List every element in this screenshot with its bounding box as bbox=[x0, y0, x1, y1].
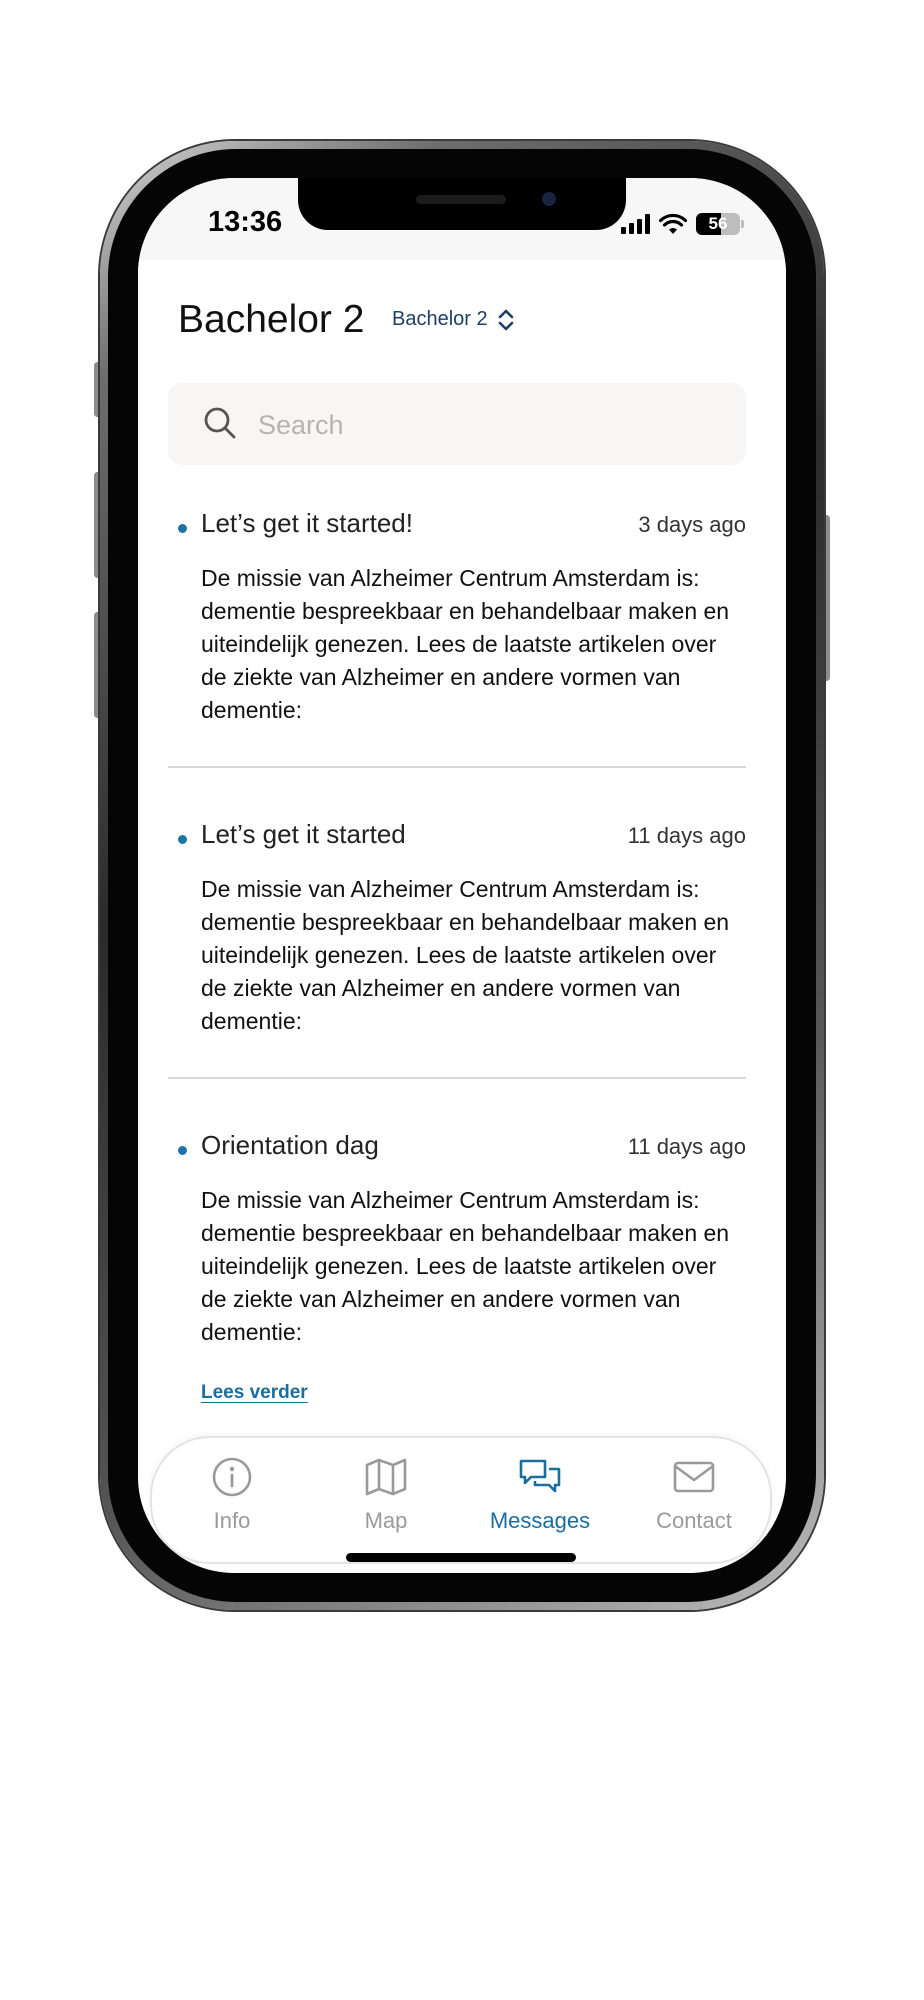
notch bbox=[298, 178, 626, 230]
page-title: Bachelor 2 bbox=[178, 298, 365, 341]
chevron-up-down-icon bbox=[498, 309, 514, 331]
unread-dot bbox=[178, 1146, 187, 1155]
message-date: 11 days ago bbox=[627, 823, 746, 848]
battery-icon bbox=[696, 213, 740, 235]
info-icon bbox=[211, 1456, 253, 1498]
tab-label: Messages bbox=[489, 1508, 591, 1533]
status-time: 13:36 bbox=[208, 206, 283, 238]
wifi-icon bbox=[659, 213, 687, 235]
message-body: De missie van Alzheimer Centrum Amsterdam is: dementie bespreekbaar en behandelbaar maken en uiteindelijk genezen. Lees de laatste artikelen over de ziekte van Alzheimer en andere vormen van dementie: bbox=[201, 1187, 730, 1345]
unread-dot bbox=[178, 524, 187, 533]
status-icons bbox=[621, 212, 744, 236]
tab-info[interactable] bbox=[162, 1456, 302, 1534]
search-bar bbox=[168, 383, 746, 465]
message-item[interactable] bbox=[168, 1130, 746, 1430]
header bbox=[138, 260, 786, 360]
message-item[interactable] bbox=[168, 819, 746, 1079]
divider bbox=[168, 1077, 746, 1079]
phone-screen bbox=[138, 178, 786, 1573]
tab-label: Contact bbox=[656, 1508, 732, 1533]
divider bbox=[168, 766, 746, 768]
home-indicator bbox=[346, 1553, 576, 1562]
tab-map[interactable] bbox=[316, 1456, 456, 1534]
tab-label: Map bbox=[364, 1508, 408, 1533]
message-item[interactable] bbox=[168, 508, 746, 768]
unread-dot bbox=[178, 835, 187, 844]
message-date: 11 days ago bbox=[627, 1134, 746, 1159]
message-title: Let’s get it started bbox=[201, 819, 406, 849]
power-button bbox=[823, 515, 830, 681]
front-camera bbox=[542, 192, 556, 206]
battery-cap bbox=[741, 220, 744, 228]
tab-bar bbox=[150, 1436, 772, 1564]
speaker-grille bbox=[416, 195, 506, 204]
read-more-link[interactable]: Lees verder bbox=[201, 1382, 308, 1403]
map-icon bbox=[364, 1456, 408, 1498]
message-title: Let’s get it started! bbox=[201, 508, 413, 538]
battery-level: 56 bbox=[708, 214, 728, 233]
search-icon bbox=[203, 406, 237, 440]
tab-messages[interactable] bbox=[470, 1456, 610, 1534]
tab-label: Info bbox=[213, 1508, 251, 1533]
group-selector[interactable] bbox=[392, 308, 514, 331]
chat-icon bbox=[517, 1456, 563, 1498]
mail-icon bbox=[672, 1456, 716, 1498]
message-body: De missie van Alzheimer Centrum Amsterdam is: dementie bespreekbaar en behandelbaar maken en uiteindelijk genezen. Lees de laatste artikelen over de ziekte van Alzheimer en andere vormen van dementie: bbox=[201, 565, 730, 723]
message-date: 3 days ago bbox=[638, 512, 746, 537]
tab-contact[interactable] bbox=[624, 1456, 764, 1534]
status-bar bbox=[138, 178, 786, 260]
message-body: De missie van Alzheimer Centrum Amsterdam is: dementie bespreekbaar en behandelbaar maken en uiteindelijk genezen. Lees de laatste artikelen over de ziekte van Alzheimer en andere vormen van dementie: bbox=[201, 876, 730, 1034]
search-input[interactable] bbox=[256, 401, 720, 449]
message-title: Orientation dag bbox=[201, 1130, 379, 1160]
cellular-signal-icon bbox=[621, 214, 650, 234]
group-selector-label: Bachelor 2 bbox=[392, 308, 488, 330]
